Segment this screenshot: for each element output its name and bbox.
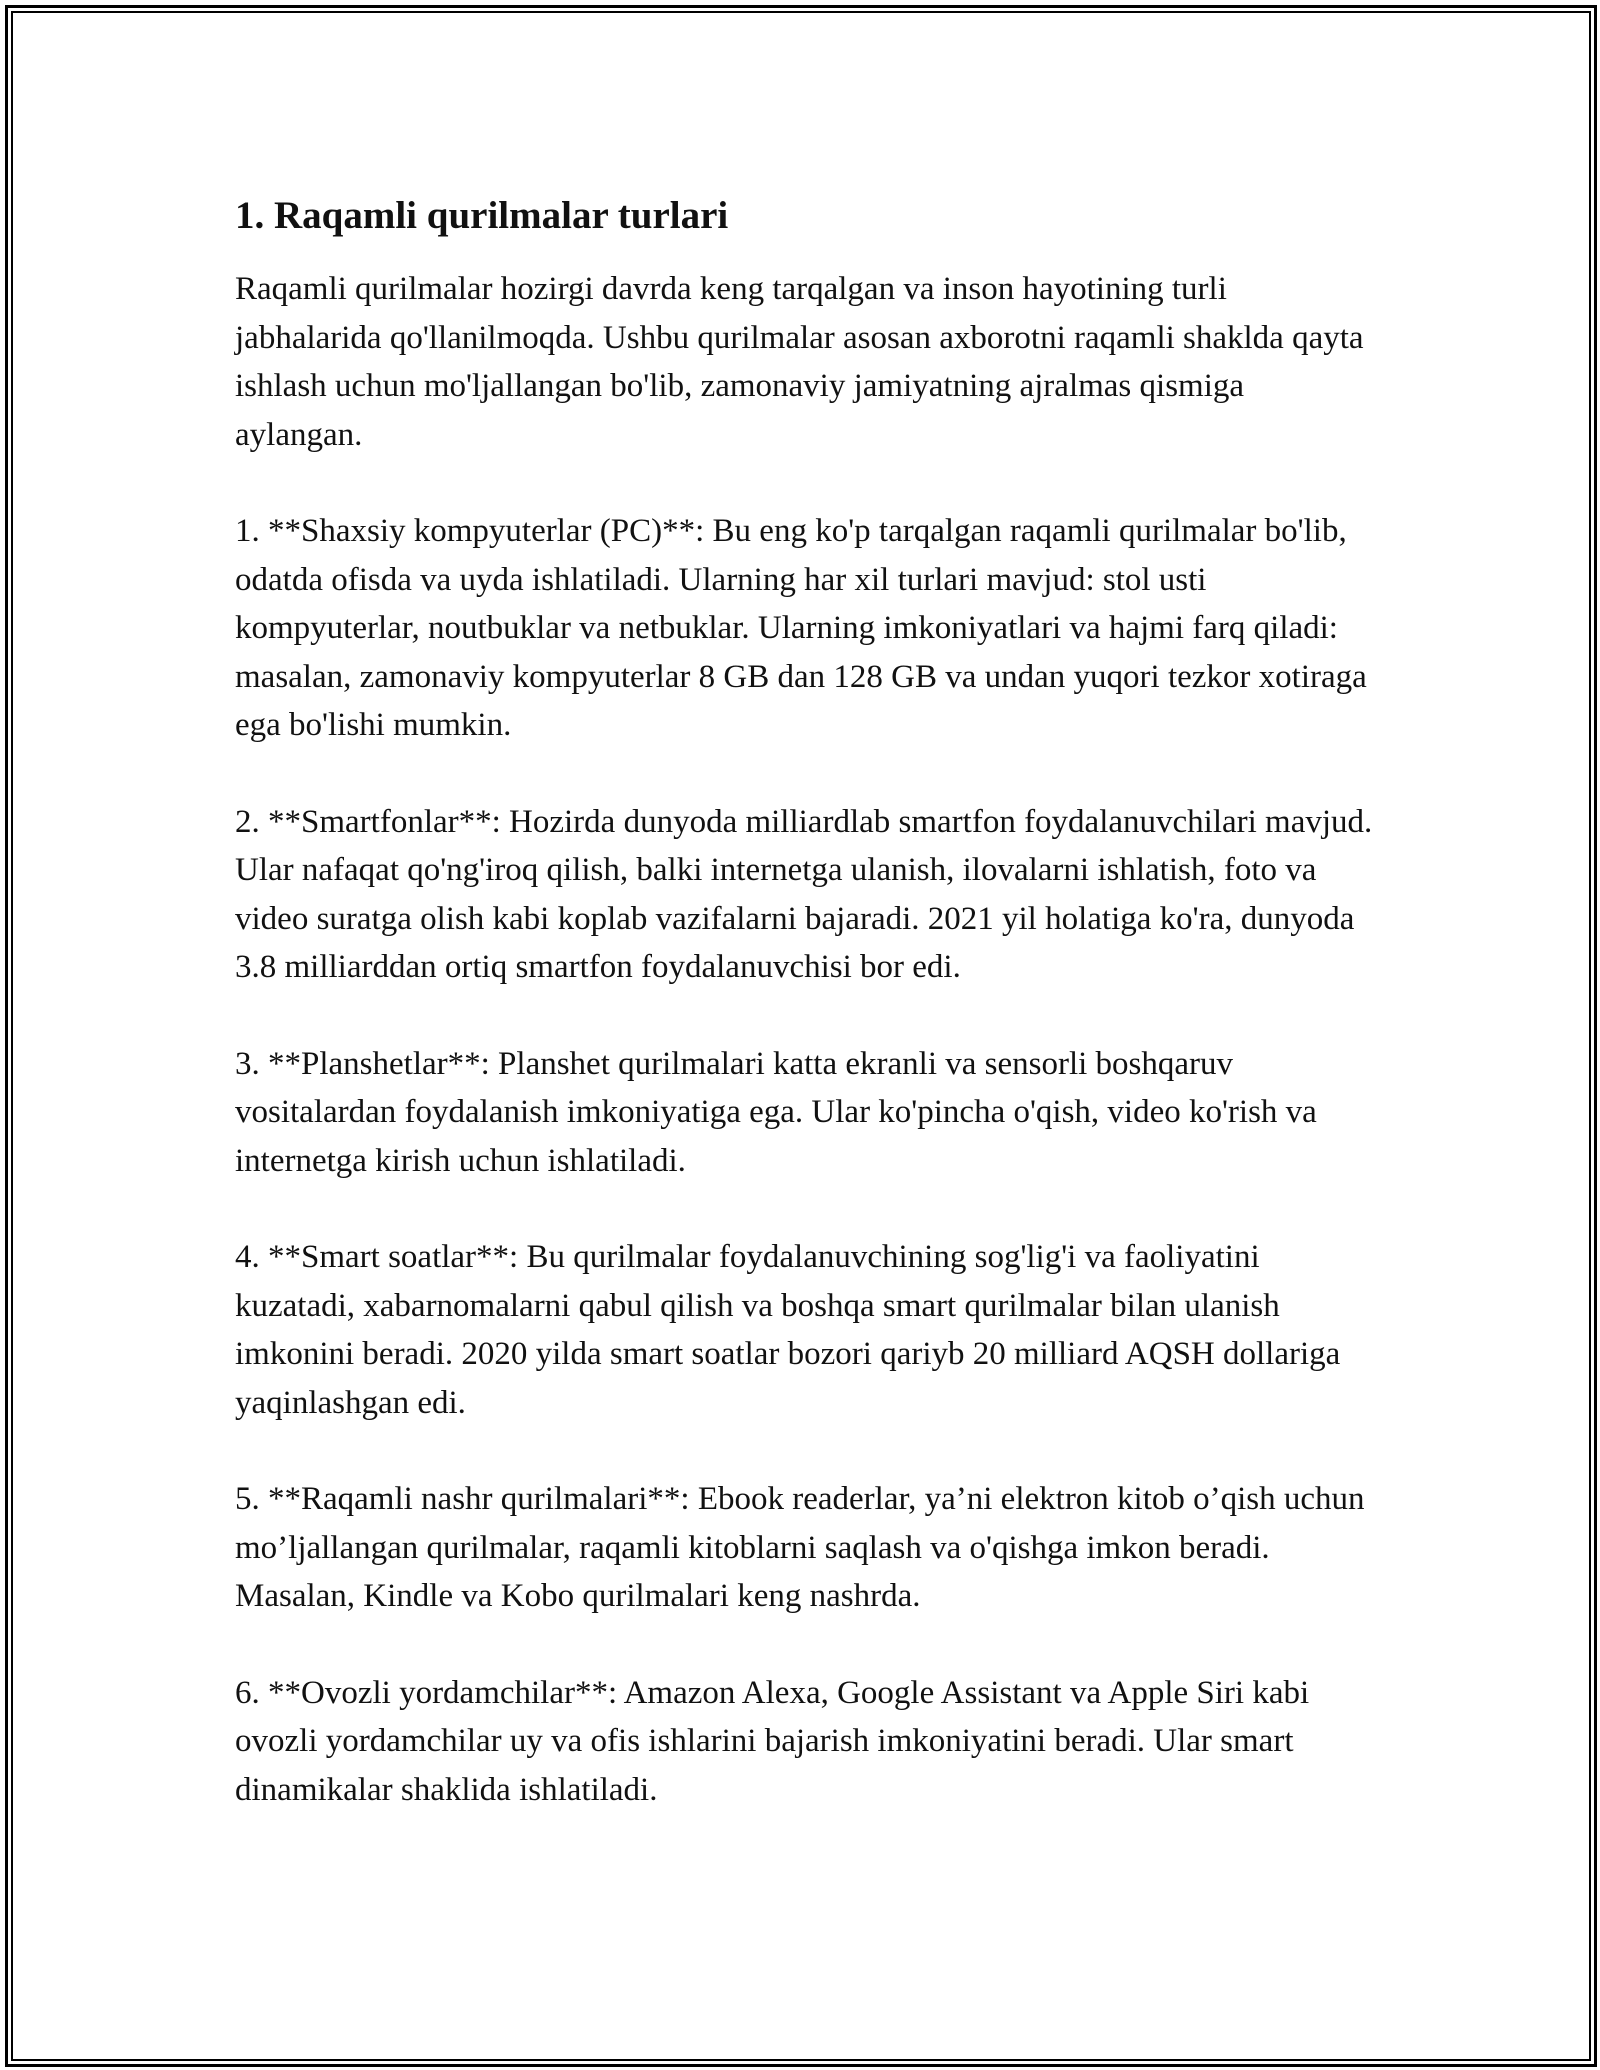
document-body: [235, 185, 1375, 1862]
paragraph-ebook-readers: 5. **Raqamli nashr qurilmalari**: Ebook readerlar, ya’ni elektron kitob o’qish uchun mo’ljallangan qurilmalar, raqamli kitoblarni saqlash va o'qishga imkon beradi. Masalan, Kindle va Kobo qurilmalari keng nashrda.: [235, 1481, 1365, 1614]
paragraph-smart-watches: 4. **Smart soatlar**: Bu qurilmalar foydalanuvchining sog'lig'i va faoliyatini kuzatadi, xabarnomalarni qabul qilish va boshqa smart qurilmalar bilan ulanish imkonini beradi. 2020 yilda smart soatlar bozori qariyb 20 milliard AQSH dollariga yaqinlashgan edi.: [235, 1239, 1341, 1421]
document-title: 1. Raqamli qurilmalar turlari: [235, 194, 729, 237]
paragraph-tablets: 3. **Planshetlar**: Planshet qurilmalari katta ekranli va sensorli boshqaruv vositalardan foydalanish imkoniyatiga ega. Ular ko'pincha o'qish, video ko'rish va internetga kirish uchun ishlatiladi.: [235, 1045, 1317, 1179]
paragraph-voice-assistants: 6. **Ovozli yordamchilar**: Amazon Alexa, Google Assistant va Apple Siri kabi ovozli yordamchilar uy va ofis ishlarini bajarish imkoniyatini beradi. Ular smart dinamikalar shaklida ishlatiladi.: [235, 1674, 1310, 1808]
intro-paragraph: Raqamli qurilmalar hozirgi davrda keng tarqalgan va inson hayotining turli jabhalarida qo'llanilmoqda. Ushbu qurilmalar asosan axborotni raqamli shaklda qayta ishlash uchun mo'ljallangan bo'lib, zamonaviy jamiyatning ajralmas qismiga aylangan.: [235, 271, 1364, 453]
paragraph-smartphones: 2. **Smartfonlar**: Hozirda dunyoda milliardlab smartfon foydalanuvchilari mavjud. Ular nafaqat qo'ng'iroq qilish, balki internetga ulanish, ilovalarni ishlatish, foto va video suratga olish kabi koplab vazifalarni bajaradi. 2021 yil holatiga ko'ra, dunyoda 3.8 milliarddan ortiq smartfon foydalanuvchisi bor edi.: [235, 803, 1373, 985]
paragraph-personal-computers: 1. **Shaxsiy kompyuterlar (PC)**: Bu eng ko'p tarqalgan raqamli qurilmalar bo'lib, odatda ofisda va uyda ishlatiladi. Ularning har xil turlari mavjud: stol usti kompyuterlar, noutbuklar va netbuklar. Ularning imkoniyatlari va hajmi farq qiladi: masalan, zamonaviy kompyuterlar 8 GB dan 128 GB va undan yuqori tezkor xotiraga ega bo'lishi mumkin.: [235, 513, 1367, 743]
